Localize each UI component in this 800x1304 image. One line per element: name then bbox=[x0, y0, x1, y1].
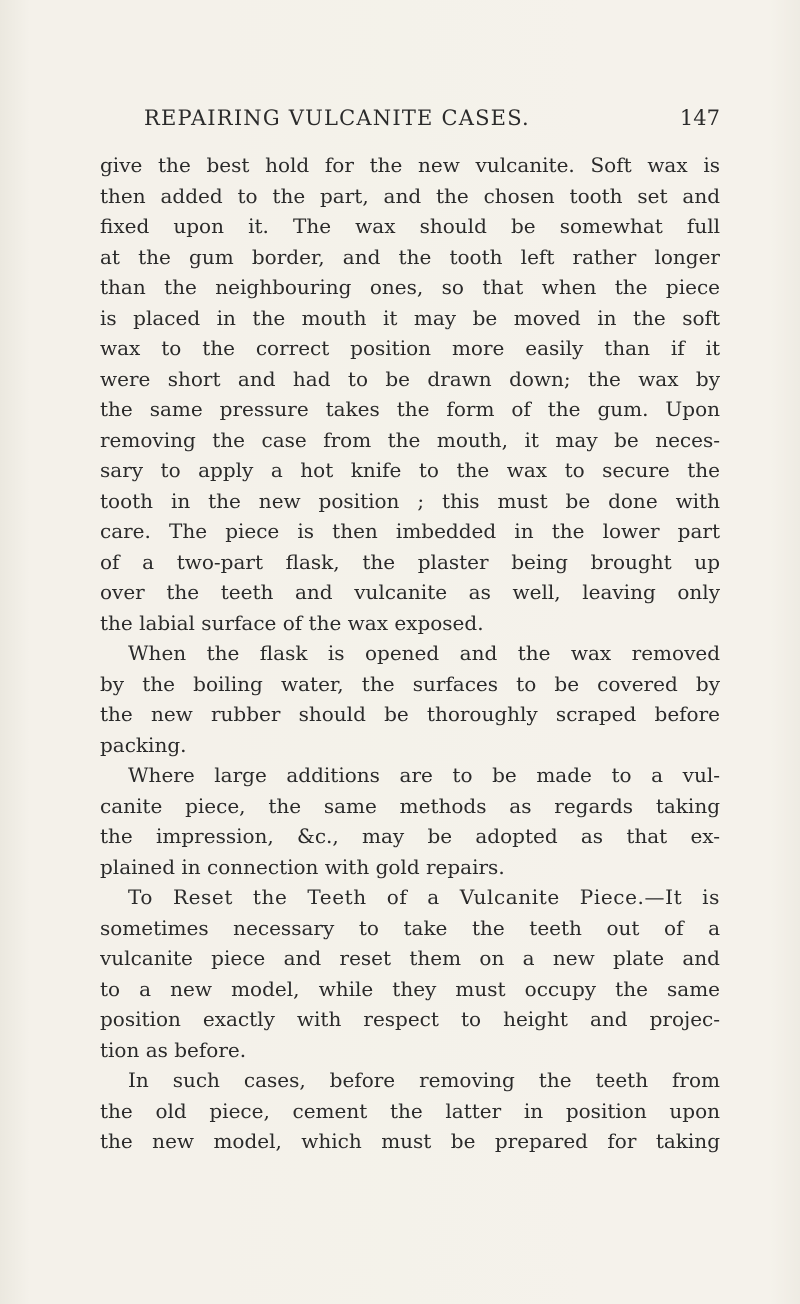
text-line: is placed in the mouth it may be moved in the soft bbox=[100, 305, 720, 330]
text-line: by the boiling water, the surfaces to be covered by bbox=[100, 671, 720, 696]
text-line: give the best hold for the new vulcanite. Soft wax is bbox=[100, 153, 720, 177]
text-line: When the flask is opened and the wax removed bbox=[128, 641, 720, 665]
text-line: were short and had to be drawn down; the wax by bbox=[100, 366, 720, 391]
page-number: 147 bbox=[679, 106, 720, 130]
text-line: sary to apply a hot knife to the wax to secure the bbox=[100, 458, 720, 482]
text-line: then added to the part, and the chosen tooth set and bbox=[100, 183, 720, 208]
text-line: vulcanite piece and reset them on a new plate and bbox=[100, 946, 720, 970]
text-line: canite piece, the same methods as regards taking bbox=[100, 793, 720, 818]
text-line: over the teeth and vulcanite as well, leaving only bbox=[100, 580, 720, 604]
section-heading-line: To Reset the Teeth of a Vulcanite Piece.—It is bbox=[128, 885, 720, 909]
running-title: REPAIRING VULCANITE CASES. bbox=[144, 106, 530, 130]
text-line: the new rubber should be thoroughly scraped before bbox=[100, 702, 720, 726]
text-line: plained in connection with gold repairs. bbox=[100, 854, 505, 879]
text-line: care. The piece is then imbedded in the lower part bbox=[100, 519, 720, 543]
text-line: tooth in the new position ; this must be done with bbox=[100, 488, 720, 513]
text-line: tion as before. bbox=[100, 1037, 247, 1062]
text-line: to a new model, while they must occupy the same bbox=[100, 976, 720, 1001]
text-line: the labial surface of the wax exposed. bbox=[100, 610, 484, 635]
text-line: fixed upon it. The wax should be somewhat full bbox=[100, 214, 720, 238]
text-line: In such cases, before removing the teeth from bbox=[128, 1068, 720, 1092]
body-text bbox=[100, 150, 720, 1157]
text-line: the same pressure takes the form of the gum. Upon bbox=[100, 397, 720, 421]
text-line: than the neighbouring ones, so that when the piece bbox=[100, 275, 720, 299]
page-header bbox=[100, 106, 720, 140]
text-line: removing the case from the mouth, it may be neces- bbox=[100, 427, 720, 452]
text-line: the old piece, cement the latter in position upon bbox=[100, 1098, 720, 1123]
text-line: position exactly with respect to height and projec- bbox=[100, 1007, 720, 1031]
text-line: of a two-part flask, the plaster being brought up bbox=[100, 549, 720, 574]
text-line: packing. bbox=[100, 732, 187, 757]
text-line: sometimes necessary to take the teeth out of a bbox=[100, 915, 720, 940]
text-line: at the gum border, and the tooth left rather longer bbox=[100, 244, 720, 269]
text-line: the impression, &c., may be adopted as that ex- bbox=[100, 824, 720, 848]
text-line: Where large additions are to be made to a vul- bbox=[128, 763, 720, 787]
text-line: the new model, which must be prepared for taking bbox=[100, 1129, 720, 1153]
text-line: wax to the correct position more easily than if it bbox=[100, 336, 720, 360]
